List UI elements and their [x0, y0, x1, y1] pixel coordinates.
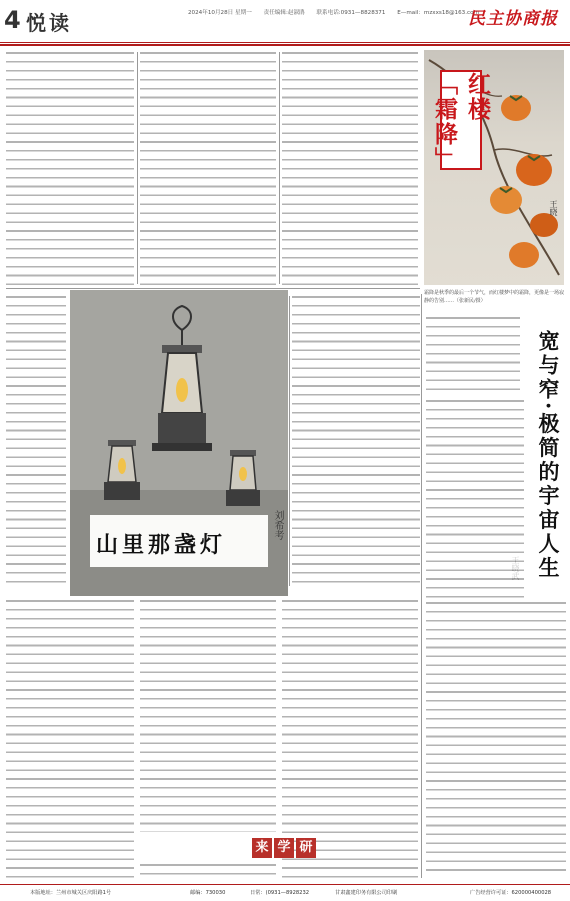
lamp-body-col-bottom-1	[6, 598, 134, 878]
stamp-char: 研	[296, 838, 316, 858]
page-footer	[0, 884, 570, 901]
issue-date: 2024年10月28日 星期一	[188, 10, 252, 16]
stamp-char: 来	[252, 838, 272, 858]
page-number: 4	[4, 6, 21, 34]
lamp-body-col-bottom-2	[140, 598, 276, 832]
universe-title: 宽与窄·极简的宇宙人生	[536, 330, 561, 581]
header-meta	[188, 8, 489, 16]
universe-body-col-2	[426, 600, 566, 878]
header-divider	[0, 42, 570, 43]
honglou-body-col-1	[6, 50, 134, 286]
footer-ad-license: 广告经营许可证：620000400028	[470, 890, 552, 896]
universe-body-col-1	[426, 398, 524, 598]
lamp-body-col-bottom-3	[282, 598, 418, 878]
lamp-title: 山里那盏灯	[96, 532, 227, 558]
column-divider	[279, 52, 280, 284]
lamp-body-col-bottom-2-end	[140, 862, 276, 878]
stamp-badge	[252, 838, 340, 860]
lamp-body-col-left	[6, 294, 66, 590]
section-title: 悦读	[26, 11, 72, 35]
editor: 责任编辑:赵淑鹃	[263, 10, 305, 16]
column-divider	[421, 294, 422, 878]
universe-title-wrap	[530, 330, 566, 600]
honglou-title-box	[431, 70, 491, 172]
footer-postcode: 邮编：730030	[190, 890, 226, 896]
universe-intro	[426, 315, 520, 393]
contact-email: E—mail：mzxxs18@163.com	[397, 10, 479, 16]
honglou-caption: 霜降是秋季的最后一个节气，而红楼梦中的霜降，更像是一场寂静的告别……（张新民/摄）	[424, 290, 565, 304]
honglou-body-col-3	[282, 50, 418, 286]
honglou-body-col-2	[140, 50, 276, 286]
lamp-body-col-right	[292, 294, 420, 590]
footer-phone: 日常：(0931—8928232	[250, 890, 310, 896]
newspaper-logo: 民主协商报	[468, 9, 558, 29]
lamp-author: 刘希考	[272, 510, 283, 540]
footer-printer: 甘肃鑫建印务有限公司印刷	[335, 890, 398, 896]
honglou-title: 红楼「霜降」	[431, 72, 491, 172]
column-divider	[289, 296, 290, 586]
column-divider	[137, 52, 138, 284]
honglou-author: 王晓	[549, 200, 558, 216]
contact-phone: 联系电话:0931—8828371	[316, 10, 386, 16]
section-divider	[6, 288, 420, 289]
footer-address: 本版地址：兰州市城关区庆阳路1号	[30, 890, 112, 896]
stamp-char: 学	[274, 838, 294, 858]
